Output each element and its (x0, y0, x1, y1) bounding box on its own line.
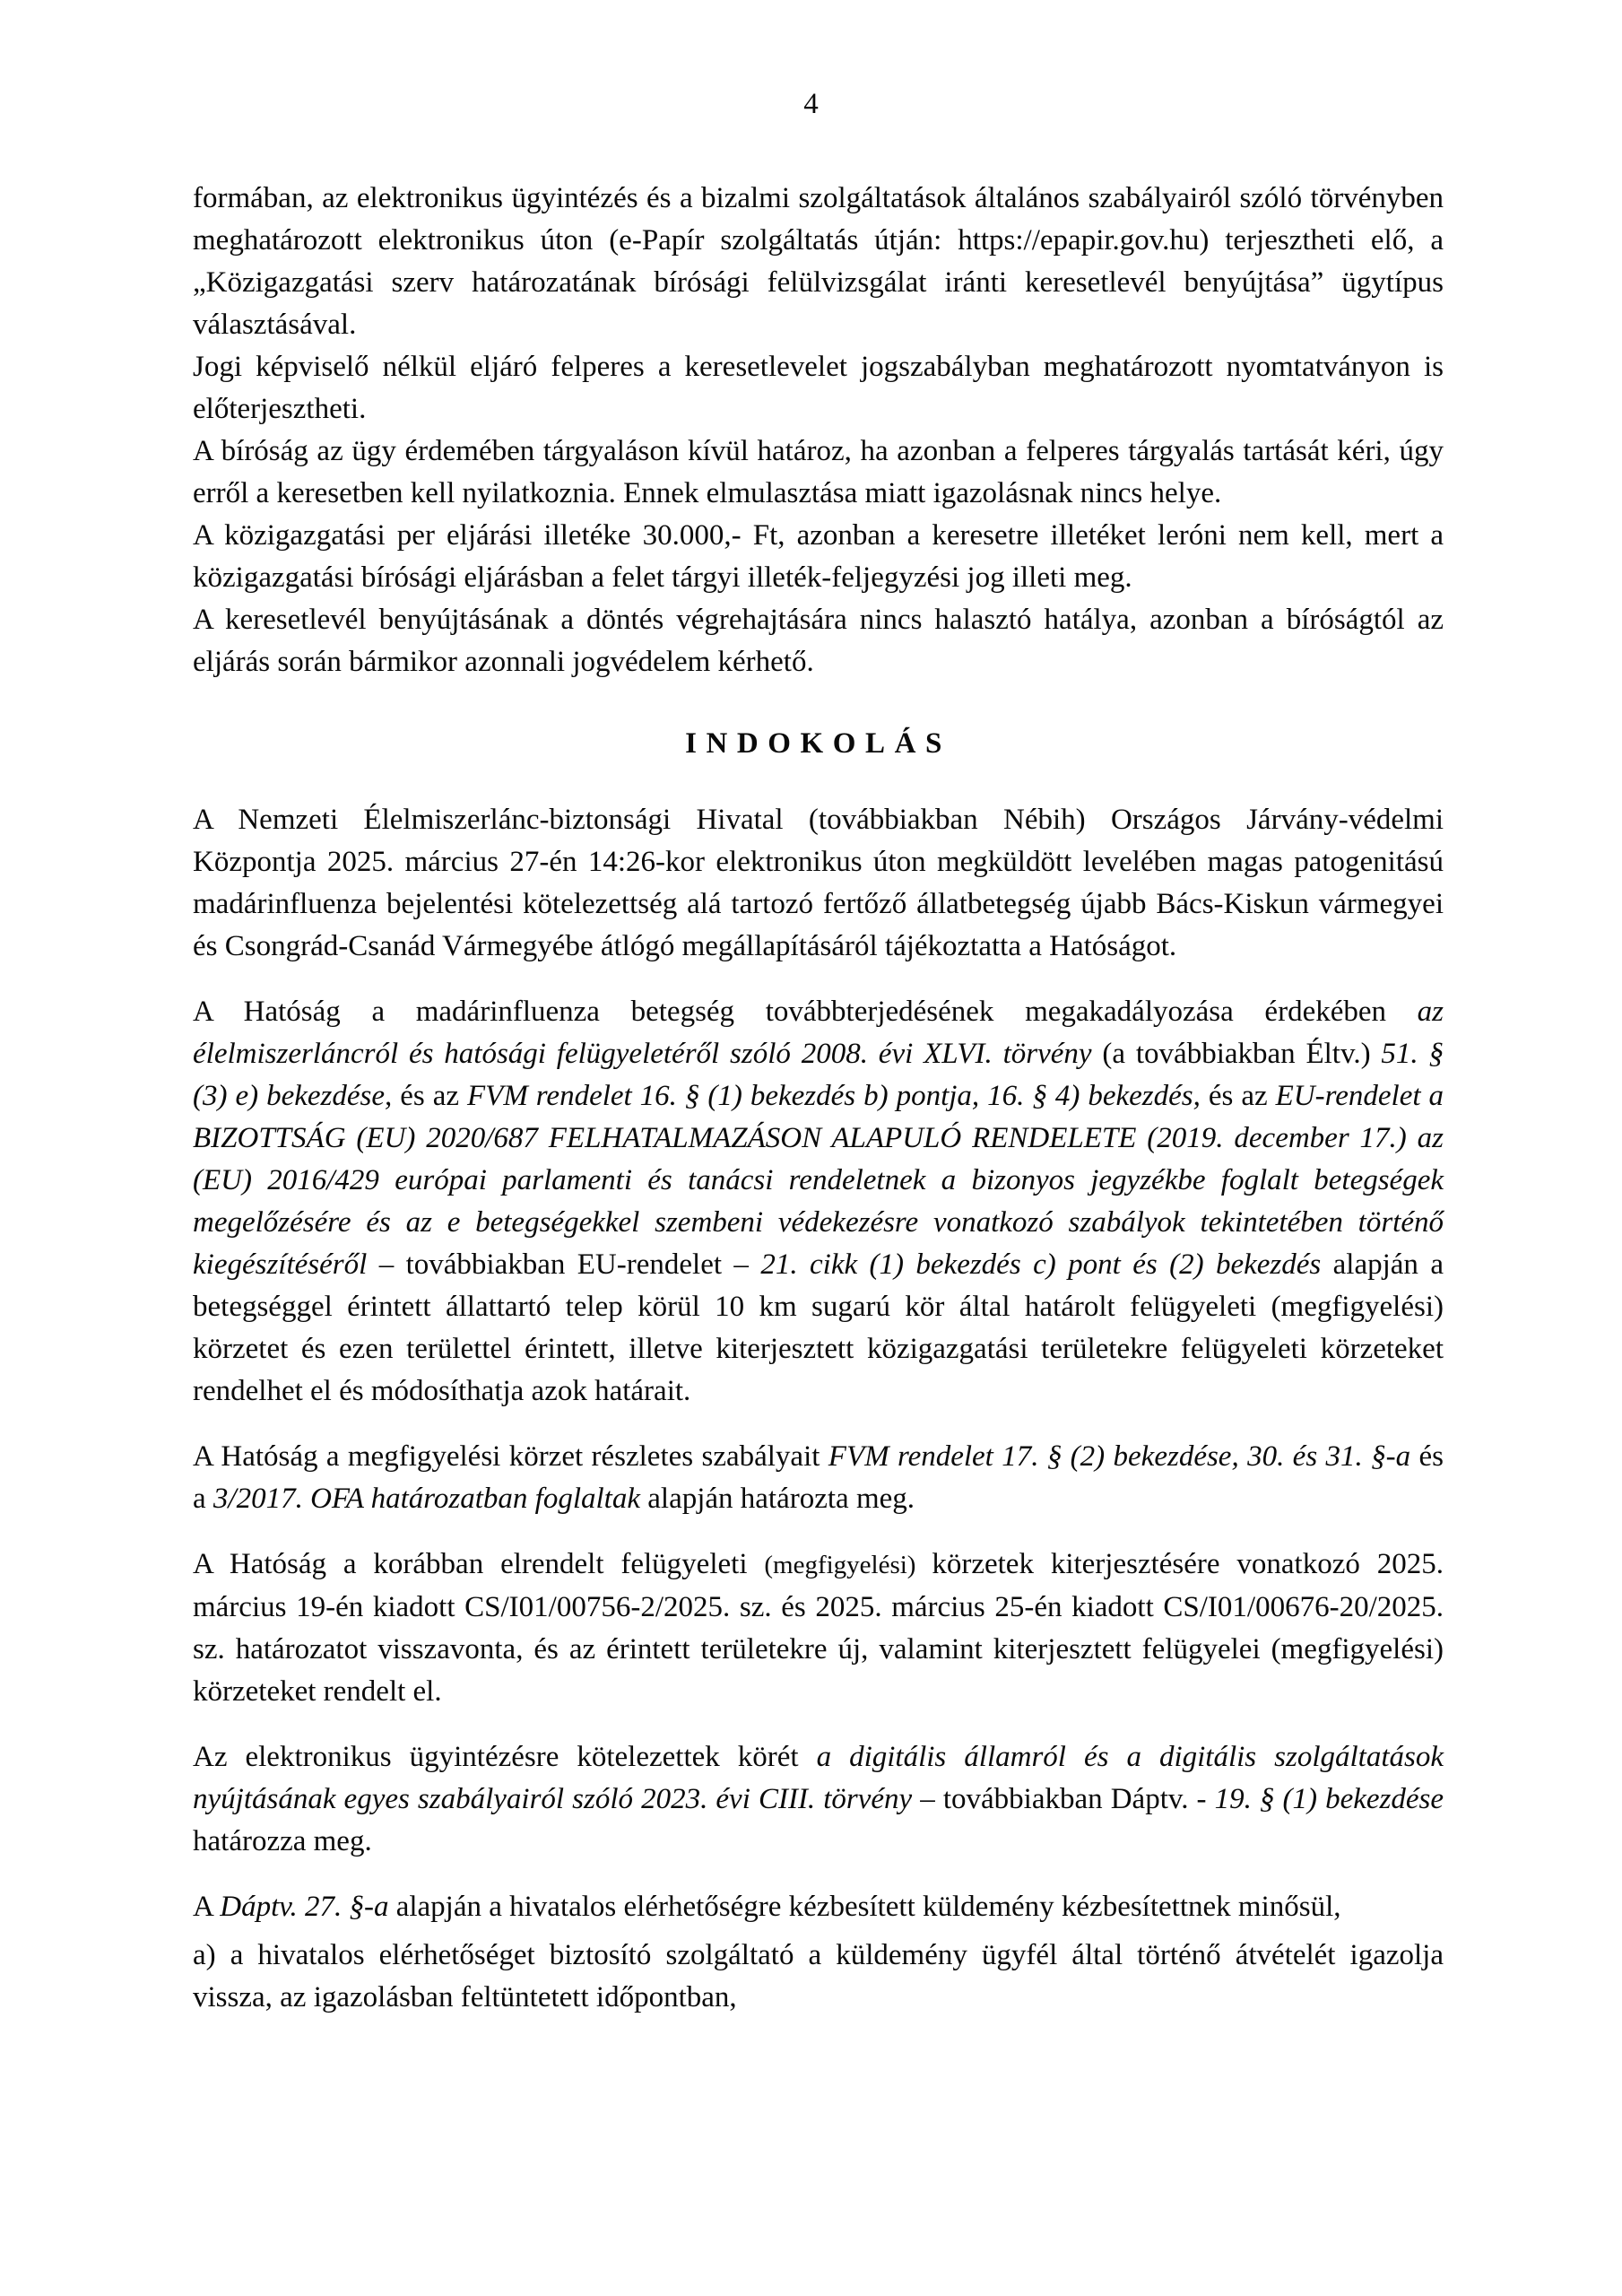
text-run: körzetek kiterjesztésére vonatkozó 2025. március 19-én kiadott CS/I01/00756-2/2025. sz. és 2025. március 25-én kiadott CS/I01/00676-20/2025. sz. határozatot visszavonta, és az érintett területekre új, valamint kiterjesztett felügyelei (megfigyelési) körzeteket rendelt el. (193, 1548, 1444, 1708)
text-run: határozza meg. (193, 1825, 372, 1857)
paragraph (193, 1935, 1444, 2019)
text-run: 3/2017. OFA határozatban foglaltak (213, 1483, 648, 1515)
text-run: FVM rendelet 17. § (2) bekezdése, 30. és 31. §-a (828, 1440, 1419, 1473)
paragraph (193, 515, 1444, 599)
paragraph (193, 346, 1444, 430)
text-run: alapján a hivatalos elérhetőségre kézbesített küldemény kézbesítettnek minősül, (395, 1891, 1341, 1923)
text-run: A (193, 1891, 221, 1923)
paragraph (193, 1736, 1444, 1863)
text-run: és az (1208, 1080, 1276, 1112)
text-run: Jogi képviselő nélkül eljáró felperes a keresetlevelet jogszabályban meghatározott nyomtatványon is előterjesztheti. (193, 351, 1444, 425)
text-run: A közigazgatási per eljárási illetéke 30.000,- Ft, azonban a keresetre illetéket leróni nem kell, mert a közigazgatási bírósági eljárásban a felet tárgyi illeték-feljegyzési jog illeti meg. (193, 519, 1444, 594)
paragraph (193, 799, 1444, 968)
text-run: formában, az elektronikus ügyintézés és a bizalmi szolgáltatások általános szabályairól szóló törvényben meghatározott elektronikus úton (e-Papír szolgáltatás útján: https://epapir.gov.hu) terjesztheti elő, a „Közigazgatási szerv határozatának bírósági felülvizsgálat iránti keresetlevél benyújtása” ügytípus választásával. (193, 182, 1444, 341)
text-run: és az (400, 1080, 468, 1112)
paragraph (193, 1886, 1444, 1928)
paragraph (193, 1544, 1444, 1713)
paragraph (193, 1436, 1444, 1520)
text-run: FVM rendelet 16. § (1) bekezdés b) pontja, 16. § 4) bekezdés, (467, 1080, 1209, 1112)
paragraph (193, 430, 1444, 515)
text-run: 19. § (1) bekezdése (1214, 1783, 1444, 1815)
paragraph (193, 991, 1444, 1413)
section-pre-indokolas (193, 178, 1444, 683)
paragraph (193, 178, 1444, 346)
text-run: – továbbiakban Dáptv. - (920, 1783, 1215, 1815)
text-run: (a továbbiakban Éltv.) (1102, 1038, 1382, 1070)
text-run: alapján a betegséggel érintett állattartó telep körül 10 km sugarú kör által határolt felügyeleti (megfigyelési) körzetet és ezen területtel érintett, illetve kiterjesztett közigazgatási területekre felügyeleti körzeteket rendelhet el és módosíthatja azok határait. (193, 1248, 1444, 1407)
text-run: A keresetlevél benyújtásának a döntés végrehajtására nincs halasztó hatálya, azonban a bíróságtól az eljárás során bármikor azonnali jogvédelem kérhető. (193, 604, 1444, 678)
text-run: az élelmiszerláncról és hatósági felügyeletéről szóló 2008. évi XLVI. törvény (193, 996, 1444, 1070)
text-run: – továbbiakban EU-rendelet – (378, 1248, 761, 1281)
text-run: Az elektronikus ügyintézésre kötelezettek körét (193, 1741, 817, 1773)
section-heading-indokolas: INDOKOLÁS (685, 727, 951, 760)
text-run: A Hatóság a korábban elrendelt felügyeleti (193, 1548, 765, 1580)
text-run: és a (193, 1440, 1444, 1515)
text-run: alapján határozta meg. (647, 1483, 915, 1515)
text-run: 21. cikk (1) bekezdés c) pont és (2) bekezdés (760, 1248, 1333, 1281)
page-number: 4 (803, 88, 819, 120)
text-run: A Hatóság a megfigyelési körzet részletes szabályait (193, 1440, 828, 1473)
text-run: (megfigyelési) (764, 1551, 932, 1579)
text-run: a digitális államról és a digitális szolgáltatások nyújtásának egyes szabályairól szóló 2023. évi CIII. törvény (193, 1741, 1444, 1815)
paragraph (193, 599, 1444, 683)
text-run: A bíróság az ügy érdemében tárgyaláson kívül határoz, ha azonban a felperes tárgyalás tartását kéri, úgy erről a keresetben kell nyilatkoznia. Ennek elmulasztása miatt igazolásnak nincs helye. (193, 435, 1444, 509)
text-run: Dáptv. 27. §-a (220, 1891, 396, 1923)
text-run: A Nemzeti Élelmiszerlánc-biztonsági Hivatal (továbbiakban Nébih) Országos Járvány-védelmi Központja 2025. március 27-én 14:26-kor elektronikus úton megküldött levelében magas patogenitású madárinfluenza bejelentési kötelezettség alá tartozó fertőző állatbetegség újabb Bács-Kiskun vármegyei és Csongrád-Csanád Vármegyébe átlógó megállapításáról tájékoztatta a Hatóságot. (193, 804, 1444, 962)
text-run: A Hatóság a madárinfluenza betegség továbbterjedésének megakadályozása érdekében (193, 996, 1418, 1028)
text-run: 51. § (3) e) bekezdése, (193, 1038, 1444, 1112)
section-indokolas (193, 799, 1444, 2019)
text-run: a) a hivatalos elérhetőséget biztosító szolgáltató a küldemény ügyfél által történő átvételét igazolja vissza, az igazolásban feltüntetett időpontban, (193, 1939, 1444, 2013)
document-body (0, 122, 1622, 2019)
text-run: EU-rendelet a BIZOTTSÁG (EU) 2020/687 FELHATALMAZÁSON ALAPULÓ RENDELETE (2019. december 17.) az (EU) 2016/429 európai parlamenti és tanácsi rendeletnek a bizonyos jegyzékbe foglalt betegségek megelőzésére és az e betegségekkel szembeni védekezésre vonatkozó szabályok tekintetében történő kiegészítéséről (193, 1080, 1444, 1281)
